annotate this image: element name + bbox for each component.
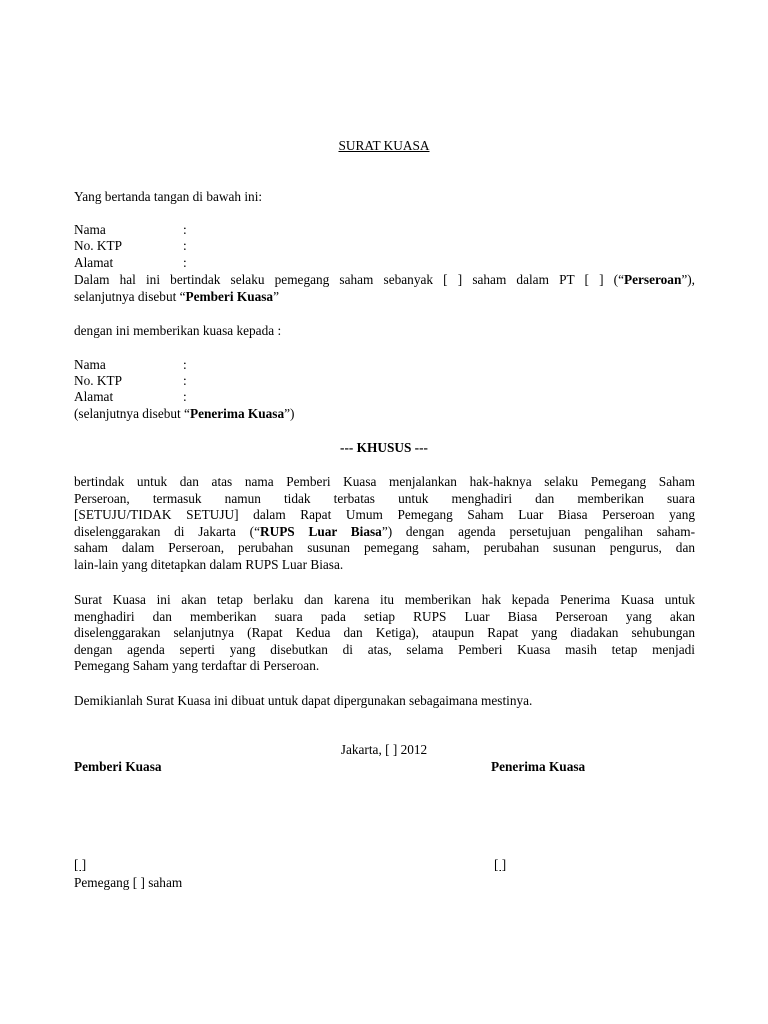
- paragraph-line: diselenggarakan di Jakarta (“RUPS Luar Biasa”) dengan agenda persetujuan pengalihan saham-: [74, 523, 695, 539]
- pemberi-kuasa-term: Pemberi Kuasa: [185, 288, 274, 304]
- paragraph-line: saham dalam Perseroan, perubahan susunan pemegang saham, perubahan susunan pengurus, dan: [74, 540, 695, 555]
- grantor-address-label: Alamat: [74, 255, 114, 270]
- paragraph-line: Pemegang Saham yang terdaftar di Perseroan.: [74, 658, 320, 673]
- rups-term: RUPS Luar Biasa: [259, 523, 382, 539]
- intro-text: Yang bertanda tangan di bawah ini:: [74, 189, 263, 204]
- paragraph-validity: [74, 592, 695, 675]
- signature-label-grantor: Pemberi Kuasa: [74, 759, 162, 774]
- grantee-address-colon: :: [183, 389, 187, 404]
- paragraph-line: lain-lain yang ditetapkan dalam RUPS Luar Biasa.: [74, 556, 344, 572]
- signature-name-grantor: [ ]: [74, 857, 87, 872]
- signature-name-grantee: [ ]: [494, 857, 507, 872]
- grantor-name-label: Nama: [74, 222, 106, 237]
- closing-text: Demikianlah Surat Kuasa ini dibuat untuk dapat dipergunakan sebagaimana mestinya.: [74, 693, 533, 708]
- paragraph-line: diselenggarakan selanjutnya (Rapat Kedua dan Ketiga), ataupun Rapat yang diadakan sehubungan: [74, 625, 695, 640]
- paragraph-line: dengan agenda seperti yang disebutkan di atas, selama Pemberi Kuasa masih tetap menjadi: [74, 641, 695, 657]
- signature-caption-grantor: Pemegang [ ] saham: [74, 875, 183, 890]
- place-date: Jakarta, [ ] 2012: [340, 742, 428, 757]
- paragraph-authority: [74, 474, 695, 573]
- grantee-name-colon: :: [183, 357, 187, 372]
- perseroan-term: Perseroan: [623, 272, 682, 287]
- grantor-statement-line-2: selanjutnya disebut “Pemberi Kuasa”: [74, 288, 279, 304]
- document-title: SURAT KUASA: [338, 138, 430, 153]
- penerima-kuasa-term: Penerima Kuasa: [189, 406, 285, 421]
- grantee-name-label: Nama: [74, 357, 106, 372]
- grant-intro-text: dengan ini memberikan kuasa kepada :: [74, 323, 282, 338]
- paragraph-line: Perseroan, termasuk namun tidak terbatas untuk menghadiri dan memberikan suara: [74, 490, 695, 506]
- paragraph-line: menghadiri dan memberikan suara pada setiap RUPS Luar Biasa Perseroan yang akan: [74, 608, 695, 624]
- khusus-heading: --- KHUSUS ---: [340, 440, 428, 455]
- grantee-ktp-label: No. KTP: [74, 373, 123, 388]
- signature-label-grantee: Penerima Kuasa: [491, 759, 586, 774]
- grantor-ktp-colon: :: [183, 238, 187, 253]
- grantor-statement-line-1: Dalam hal ini bertindak selaku pemegang saham sebanyak [ ] saham dalam PT [ ] (“Perseroan”),: [74, 272, 695, 287]
- grantor-ktp-label: No. KTP: [74, 238, 123, 253]
- paragraph-line: [SETUJU/TIDAK SETUJU] dalam Rapat Umum Pemegang Saham Luar Biasa Perseroan yang: [74, 507, 695, 522]
- paragraph-line: Surat Kuasa ini akan tetap berlaku dan karena itu memberikan hak kepada Penerima Kuasa untuk: [74, 592, 695, 607]
- grantee-ktp-colon: :: [183, 373, 187, 388]
- paragraph-line: bertindak untuk dan atas nama Pemberi Kuasa menjalankan hak-haknya selaku Pemegang Saham: [74, 474, 695, 489]
- grantor-address-colon: :: [183, 255, 187, 270]
- grantor-statement: [74, 272, 695, 305]
- grantee-reference: (selanjutnya disebut “Penerima Kuasa”): [74, 406, 295, 421]
- grantee-address-label: Alamat: [74, 389, 114, 404]
- grantor-name-colon: :: [183, 222, 187, 237]
